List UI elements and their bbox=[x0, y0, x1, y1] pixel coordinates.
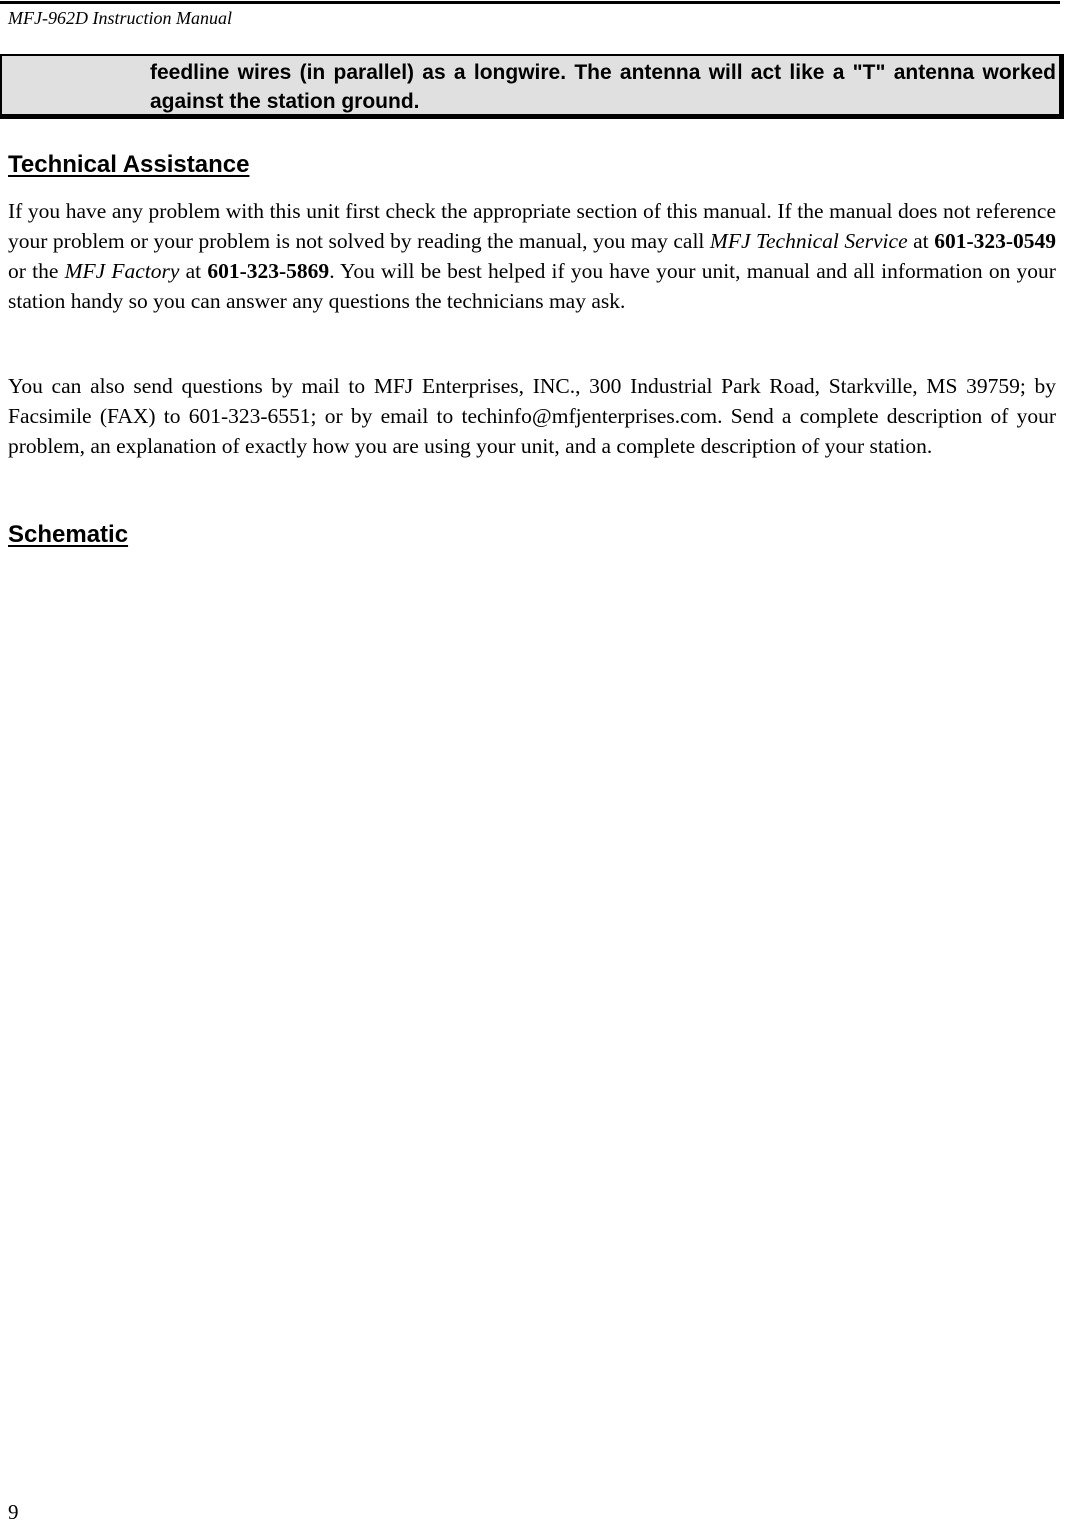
schematic-heading: Schematic bbox=[8, 521, 129, 548]
para-1-text-5: . You will be best helped if you have your unit, manual and all information on your station handy so you can answer any questions the technicians may ask. bbox=[8, 259, 1056, 313]
note-text bbox=[150, 58, 1056, 116]
service-phone: 601-323-0549 bbox=[934, 229, 1057, 253]
factory-name: MFJ Factory bbox=[64, 259, 180, 283]
header-rule bbox=[0, 1, 1060, 4]
page-number: 9 bbox=[8, 1500, 19, 1524]
technical-assistance-heading: Technical Assistance bbox=[8, 151, 250, 178]
para-1-text-2: at bbox=[907, 229, 935, 253]
note-line-1: feedline wires (in parallel) as a longwire. The antenna will act like a "T" bbox=[150, 61, 886, 84]
para-1-text-3: or the bbox=[8, 259, 65, 283]
running-header-title: MFJ-962D Instruction Manual bbox=[8, 8, 232, 28]
para-1-text-4: at bbox=[179, 259, 208, 283]
technical-assistance-paragraph-2: You can also send questions by mail to MFJ Enterprises, INC., 300 Industrial Park Road, Starkville, MS 39759; by Facsimile (FAX) to 601-323-6551; or by email to techinfo@mfjenterprises.com. Send a complete description of your problem, an explanation of exactly how you are using your unit, and a complete description of your station. bbox=[8, 374, 1056, 458]
note-line-2: antenna worked against the station ground. bbox=[150, 61, 1057, 113]
para-1-text-1: If you have any problem with this unit first check the appropriate section of this manual. If the manual does not reference your problem or your problem is not solved by reading the manual, you may call bbox=[8, 199, 1056, 253]
service-name: MFJ Technical Service bbox=[709, 229, 908, 253]
note-box bbox=[0, 54, 1064, 119]
technical-assistance-paragraph-1 bbox=[8, 196, 1056, 316]
factory-phone: 601-323-5869 bbox=[207, 259, 330, 283]
